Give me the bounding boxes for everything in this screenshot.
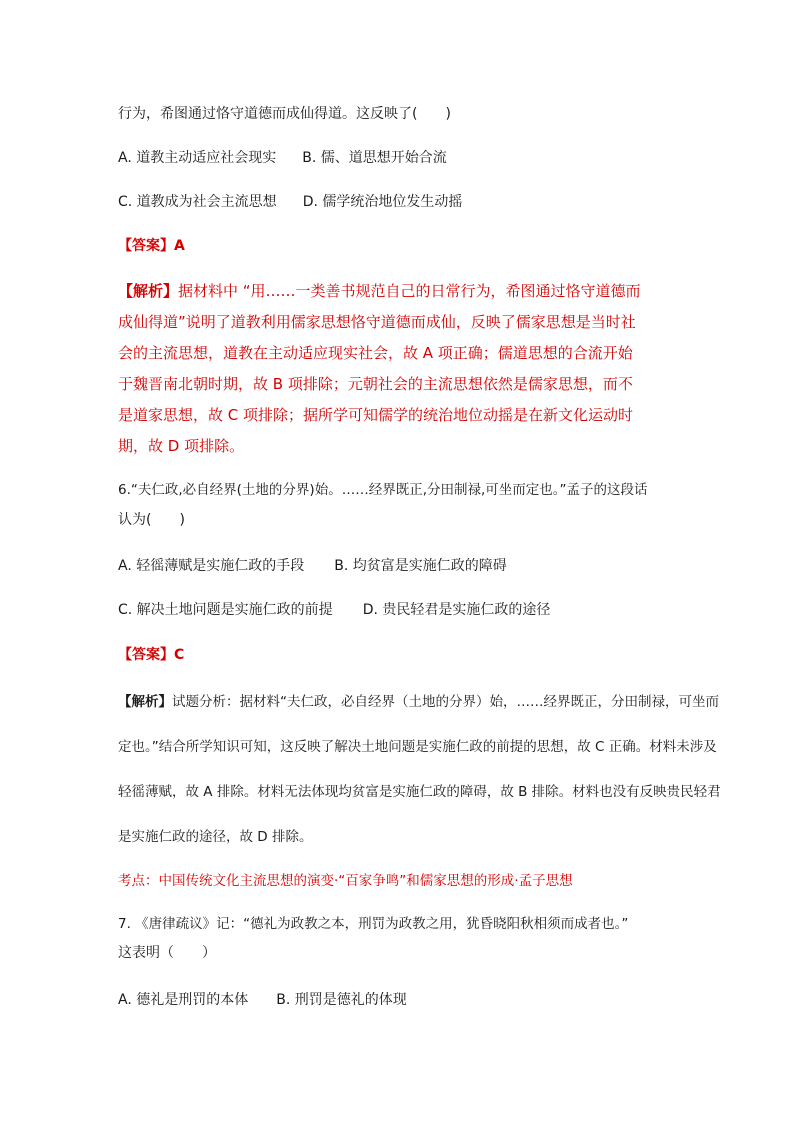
q5-option-d: D. 儒学统治地位发生动摇 <box>302 194 463 210</box>
q5-analysis-line-6: 期，故 D 项排除。 <box>118 437 245 455</box>
q5-analysis-line-3: 会的主流思想，道教在主动适应现实社会，故 A 项正确；儒道思想的合流开始 <box>118 344 633 362</box>
q5-option-b: B. 儒、道思想开始合流 <box>302 150 447 166</box>
q5-option-c: C. 道教成为社会主流思想 <box>118 194 277 210</box>
q7-stem-line-1: 7. 《唐律疏议》记：“德礼为政教之本，刑罚为政教之用，犹昏晓阳秋相须而成者也。” <box>118 916 629 932</box>
q6-stem-line-2: 认为( ) <box>118 512 185 528</box>
q6-options-row-1 <box>118 556 507 576</box>
q5-answer <box>118 236 185 256</box>
q5-analysis-line-2: 成仙得道”说明了道教利用儒家思想恪守道德而成仙，反映了儒家思想是当时社 <box>118 313 636 331</box>
q5-analysis-line-5: 是道家思想，故 C 项排除；据所学可知儒学的统治地位动摇是在新文化运动时 <box>118 406 634 424</box>
q5-option-a: A. 道教主动适应社会现实 <box>118 150 277 166</box>
q6-option-d: D. 贵民轻君是实施仁政的途径 <box>362 602 551 618</box>
q6-options-row-2 <box>118 600 550 620</box>
q5-answer-label: 【答案】 <box>118 238 174 254</box>
q6-option-c: C. 解决土地问题是实施仁政的前提 <box>118 602 333 618</box>
q5-options-row-1 <box>118 148 447 168</box>
q5-analysis-line-1: 【解析】据材料中 “用……一类善书规范自己的日常行为，希图通过恪守道德而 <box>118 282 641 300</box>
q6-answer-value: C <box>174 647 185 663</box>
q6-analysis-line-3: 轻徭薄赋，故 A 排除。材料无法体现均贫富是实施仁政的障碍，故 B 排除。材料也没有反映贵民轻君 <box>118 784 721 800</box>
q5-analysis-line-4: 于魏晋南北朝时期，故 B 项排除；元朝社会的主流思想依然是儒家思想，而不 <box>118 375 633 393</box>
q5-answer-value: A <box>174 238 185 254</box>
q7-stem-line-2: 这表明（ ） <box>118 945 216 961</box>
q6-analysis-line-1: 【解析】试题分析：据材料“夫仁政，必自经界（土地的分界）始，……经界既正，分田制禄，可坐而 <box>118 694 719 710</box>
q6-stem-line-1: 6.“夫仁政,必自经界(土地的分界)始。……经界既正,分田制禄,可坐而定也。”孟子的这段话 <box>118 482 648 498</box>
q7-option-b: B. 刑罚是德礼的体现 <box>276 992 407 1008</box>
q7-option-a: A. 德礼是刑罚的本体 <box>118 992 249 1008</box>
q6-kaodian: 考点：中国传统文化主流思想的演变·“百家争鸣”和儒家思想的形成·孟子思想 <box>118 873 573 889</box>
q6-option-a: A. 轻徭薄赋是实施仁政的手段 <box>118 558 305 574</box>
q7-options-row-1 <box>118 990 407 1010</box>
q6-analysis-label: 【解析】 <box>118 694 172 710</box>
q6-answer-label: 【答案】 <box>118 647 174 663</box>
q6-analysis-line-2: 定也。”结合所学知识可知，这反映了解决土地问题是实施仁政的前提的思想，故 C 正确。材料未涉及 <box>118 739 717 755</box>
q5-options-row-2 <box>118 192 462 212</box>
q5-analysis-label: 【解析】 <box>118 282 179 300</box>
q5-stem-continuation: 行为，希图通过恪守道德而成仙得道。这反映了( ) <box>118 106 451 122</box>
q6-answer <box>118 645 184 665</box>
q6-analysis-line-4: 是实施仁政的途径，故 D 排除。 <box>118 829 313 845</box>
q6-option-b: B. 均贫富是实施仁政的障碍 <box>334 558 507 574</box>
